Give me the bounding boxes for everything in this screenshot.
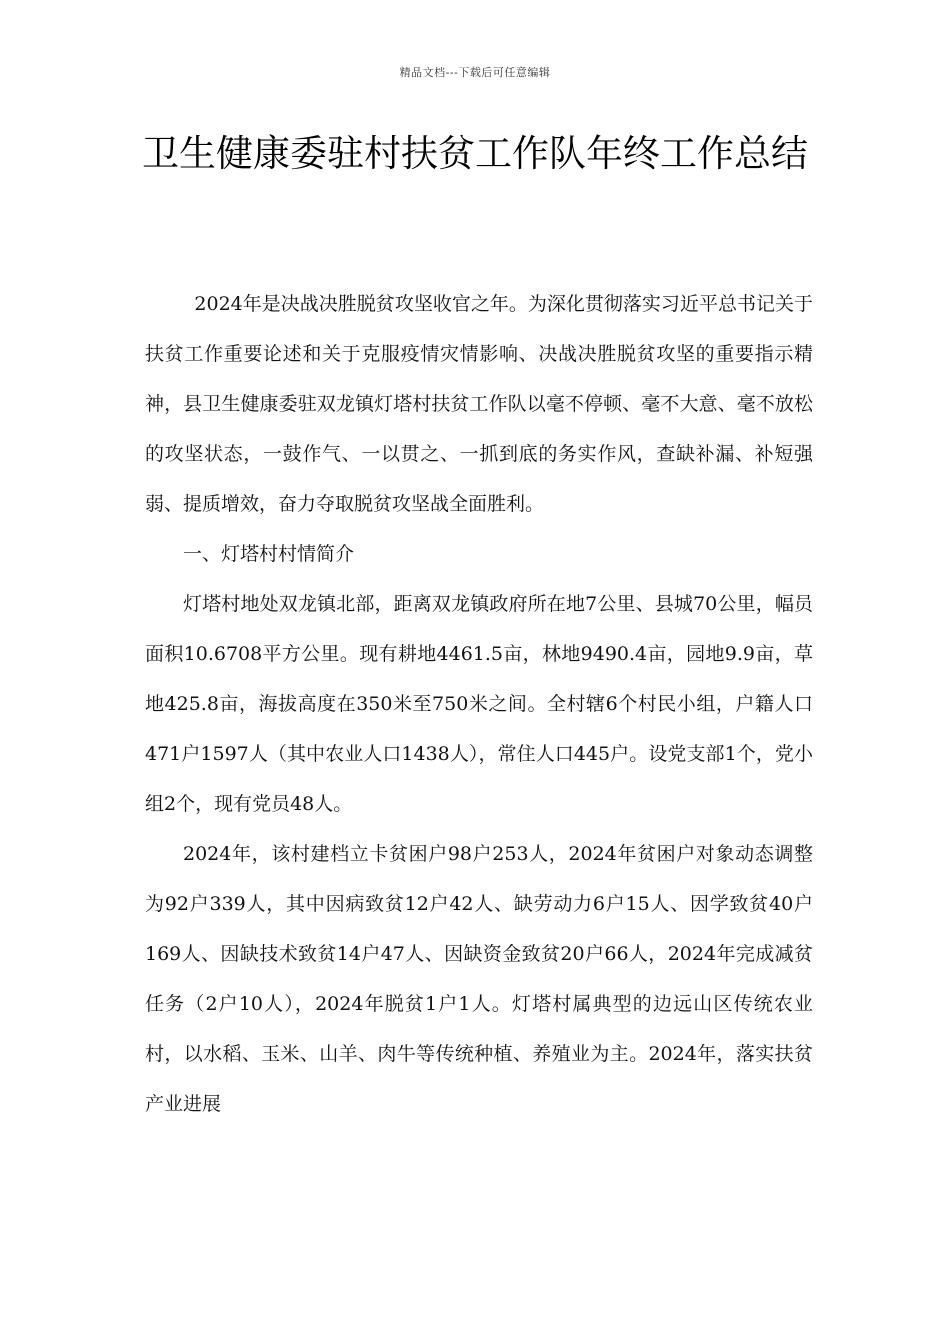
section-heading-village-overview: 一、灯塔村村情简介 bbox=[183, 543, 355, 565]
village-overview-paragraph: 灯塔村地处双龙镇北部，距离双龙镇政府所在地7公里、县城70公里，幅员面积10.6708平方公里。现有耕地4461.5亩，林地9490.4亩，园地9.9亩，草地425.8亩，海拔高度在350米至750米之间。全村辖6个村民小组，户籍人口471户1597人（其中农业人口1438人），常住人口445户。设党支部1个，党小组2个，现有党员48人。 bbox=[145, 593, 813, 815]
intro-paragraph: 2024年是决战决胜脱贫攻坚收官之年。为深化贯彻落实习近平总书记关于扶贫工作重要论述和关于克服疫情灾情影响、决战决胜脱贫攻坚的重要指示精神，县卫生健康委驻双龙镇灯塔村扶贫工作队以毫不停顿、毫不大意、毫不放松的攻坚状态，一鼓作气、一以贯之、一抓到底的务实作风，查缺补漏、补短强弱、提质增效，奋力夺取脱贫攻坚战全面胜利。 bbox=[145, 293, 813, 515]
document-title: 卫生健康委驻村扶贫工作队年终工作总结 bbox=[142, 132, 808, 175]
header-note: 精品文档---下载后可任意编辑 bbox=[399, 66, 551, 79]
poverty-status-paragraph: 2024年，该村建档立卡贫困户98户253人，2024年贫困户对象动态调整为92户339人，其中因病致贫12户42人、缺劳动力6户15人、因学致贫40户169人、因缺技术致贫14户47人、因缺资金致贫20户66人，2024年完成减贫任务（2户10人），2024年脱贫1户1人。灯塔村属典型的边远山区传统农业村，以水稻、玉米、山羊、肉牛等传统种植、养殖业为主。2024年，落实扶贫产业进展 bbox=[145, 843, 813, 1115]
document-body bbox=[145, 279, 813, 1129]
